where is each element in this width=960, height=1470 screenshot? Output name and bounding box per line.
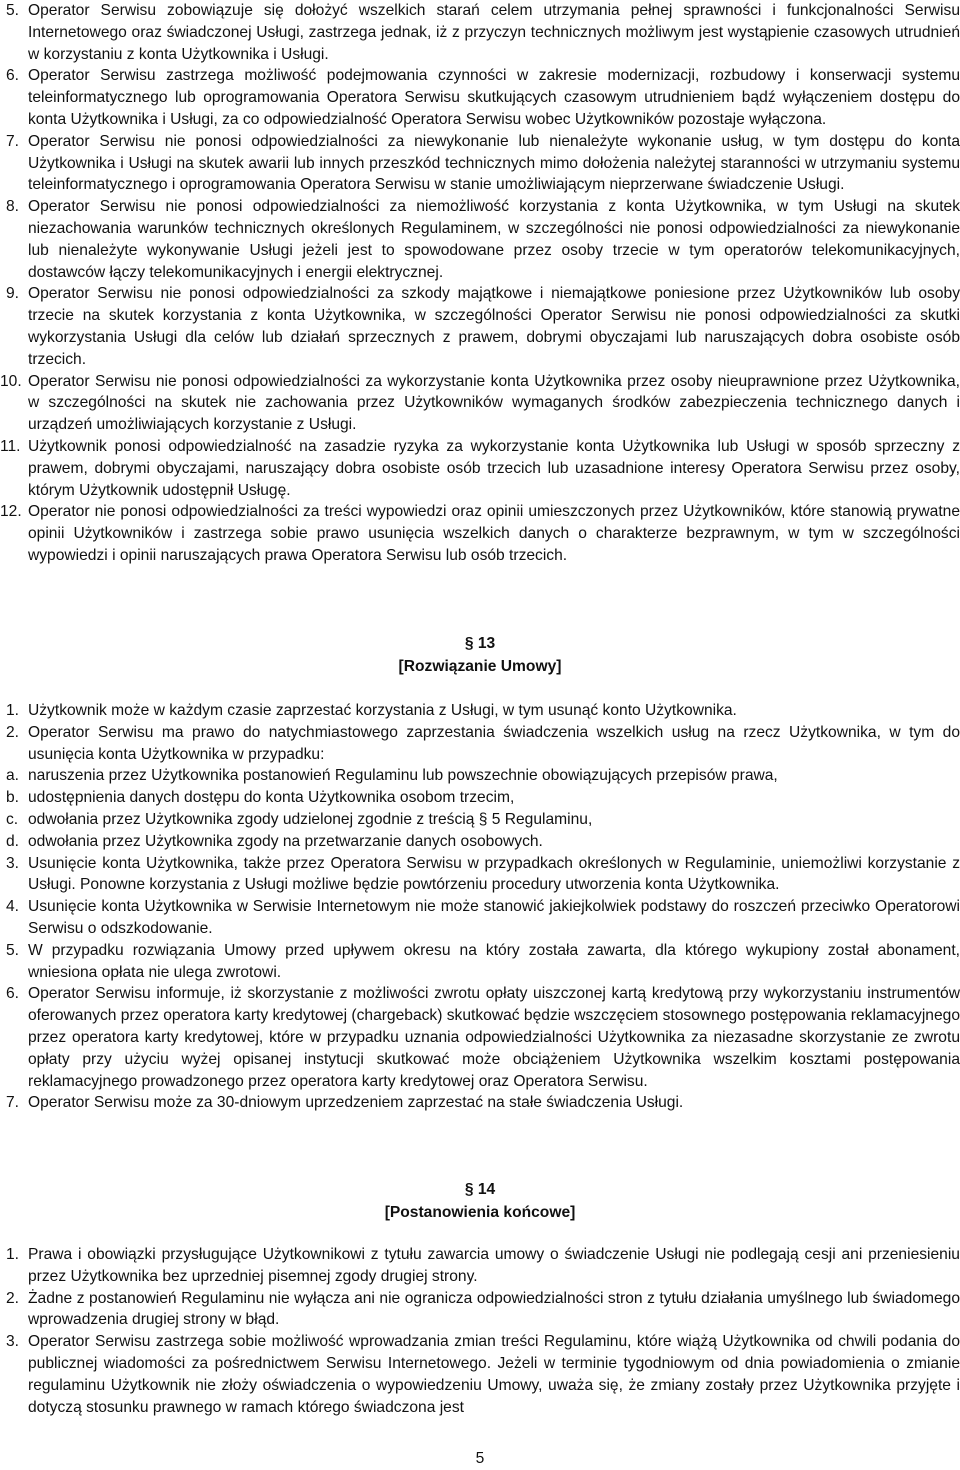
item-text: W przypadku rozwiązania Umowy przed upływem okresu na który została zawarta, dla którego wykupiony został abonament, wniesiona opłata nie ulega zwrotowi.: [28, 941, 960, 981]
sub-item-c: [0, 809, 960, 831]
sub-item-b: [0, 787, 960, 809]
item-text: Operator Serwisu nie ponosi odpowiedzialności za wykorzystanie konta Użytkownika przez osoby nieuprawnione przez Użytkownika, w szczególności na skutek nie zachowania przez Użytkowników wymaganych środków zabezpieczenia technicznego danych i urządzeń umożliwiających korzystanie z Usługi.: [28, 372, 960, 434]
sub-item-text: odwołania przez Użytkownika zgody na przetwarzanie danych osobowych.: [28, 832, 543, 850]
sub-item-a: [0, 765, 960, 787]
item-text: Operator Serwisu zastrzega sobie możliwość wprowadzania zmian treści Regulaminu, które wiążą Użytkownika od chwili podania do publicznej wiadomości za pośrednictwem Serwisu Internetowego. Jeżeli w terminie tygodniowym od dnia powiadomienia o zmianie regulaminu Użytkownik nie złoży oświadczenia o wypowiedzeniu Umowy, uważa się, że zmiany zostały przez Użytkownika przyjęte i dotyczą stosunku prawnego w ramach którego świadczona jest: [28, 1333, 960, 1416]
sub-item-letter: a.: [6, 767, 20, 785]
item-text: Operator Serwisu informuje, iż skorzystanie z możliwości zwrotu opłaty uiszczonej kartą kredytową przy wykorzystaniu instrumentów oferowanych przez operatora karty kredytowej (chargeback) skutkować będzie wszczęciem stosownego postępowania reklamacyjnego przez operatora karty kredytowej, które w przypadku uznania odpowiedzialności Użytkownika za niezasadne skorzystanie ze zwrotu opłaty przy użyciu wyżej opisanej instytucji skutkować może obciążeniem Użytkownika wszelkim kosztami postępowania reklamacyjnego prowadzonego przez operatora karty kredytowej oraz Operatora Serwisu.: [28, 985, 960, 1090]
section-symbol: § 14: [464, 1181, 496, 1198]
item-number: 2.: [6, 1289, 20, 1307]
item-number: 6.: [6, 985, 20, 1003]
item-text: Użytkownik może w każdym czasie zaprzestać korzystania z Usługi, w tym usunąć konto Użytkownika.: [28, 702, 737, 719]
item-number: 5.: [6, 2, 20, 19]
section-title: [Rozwiązanie Umowy]: [398, 658, 562, 675]
item-number: 7.: [6, 132, 20, 150]
section-13-list: [0, 700, 960, 1114]
section-title: [Postanowienia końcowe]: [384, 1204, 576, 1221]
list-item-7: [0, 131, 960, 196]
section-14-list: [0, 1244, 960, 1418]
item-text: Żadne z postanowień Regulaminu nie wyłącza ani nie ogranicza odpowiedzialności stron z tytułu działania umyślnego lub świadomego wprowadzenia drugiej strony w błąd.: [28, 1289, 960, 1329]
list-item-5: [0, 940, 960, 984]
list-item-1: [0, 700, 960, 722]
list-item-6: [0, 65, 960, 130]
item-number: 7.: [6, 1094, 20, 1112]
item-text: Operator nie ponosi odpowiedzialności za treści wypowiedzi oraz opinii umieszczonych przez Użytkowników, które stanowią prywatne opinii Użytkowników i zastrzega sobie prawo usunięcia wszelkich danych o charakterze bezprawnym, w tym w szczególności wypowiedzi i opinii naruszających prawa Operatora Serwisu lub osób trzecich.: [28, 503, 960, 564]
list-item-5: [0, 0, 960, 65]
section-13-heading: [0, 632, 960, 678]
section-14-heading: [0, 1178, 960, 1224]
item-number: 3.: [6, 1333, 20, 1351]
list-item-6: [0, 983, 960, 1092]
list-item-11: [0, 436, 960, 501]
sub-item-text: udostępnienia danych dostępu do konta Użytkownika osobom trzecim,: [28, 789, 515, 807]
item-number: 3.: [6, 854, 20, 872]
list-item-12: [0, 501, 960, 566]
item-number: 2.: [6, 723, 20, 741]
item-text: Operator Serwisu zobowiązuje się dołożyć wszelkich starań celem utrzymania pełnej sprawności i funkcjonalności Serwisu Internetowego oraz świadczonej Usługi, zastrzega jednak, iż z przyczyn technicznych możliwym jest wystąpienie czasowych utrudnień w korzystaniu z konta Użytkownika i Usługi.: [28, 2, 960, 63]
sub-item-d: [0, 831, 960, 853]
item-number: 8.: [6, 198, 20, 216]
list-item-1: [0, 1244, 960, 1288]
page-number: 5: [475, 1450, 485, 1467]
item-text: Użytkownik ponosi odpowiedzialność na zasadzie ryzyka za wykorzystanie konta Użytkownika lub Usługi w sposób sprzeczny z prawem, dobrymi obyczajami, naruszający dobra osobiste osób trzecich lub uzasadnione interesy Operatora Serwisu przez osoby, którym Użytkownik udostępnił Usługę.: [28, 437, 960, 499]
list-item-2: [0, 1288, 960, 1332]
item-number: 5.: [6, 941, 20, 959]
item-number: 9.: [6, 285, 20, 303]
item-text: Prawa i obowiązki przysługujące Użytkownikowi z tytułu zawarcia umowy o świadczenie Usługi nie podlegają cesji ani przeniesieniu przez Użytkownika bez uprzedniej pisemnej zgody drugiej strony.: [28, 1246, 960, 1285]
item-text: Operator Serwisu nie ponosi odpowiedzialności za szkody majątkowe i niemajątkowe poniesione przez Użytkowników lub osoby trzecie na skutek korzystania z konta Użytkownika, w szczególności Operator Serwisu nie ponosi odpowiedzialności za skutki wykorzystania Usługi dla celów lub działań sprzecznych z prawem, dobrymi obyczajami lub naruszających dobra osobiste osób trzecich.: [28, 285, 960, 368]
sub-item-letter: b.: [6, 789, 20, 807]
item-text: Usunięcie konta Użytkownika w Serwisie Internetowym nie może stanowić jakiejkolwiek podstawy do roszczeń przeciwko Operatorowi Serwisu o odszkodowanie.: [28, 898, 960, 937]
item-text: Operator Serwisu ma prawo do natychmiastowego zaprzestania świadczenia wszelkich usług na rzecz Użytkownika, w tym do usunięcia konta Użytkownika w przypadku:: [28, 723, 960, 763]
item-text: Usunięcie konta Użytkownika, także przez Operatora Serwisu w przypadkach określonych w Regulaminie, uniemożliwi korzystanie z Usługi. Ponowne korzystania z Usługi możliwe będzie powtórzeniu procedury utworzenia konta Użytkownika.: [28, 854, 960, 894]
list-item-9: [0, 283, 960, 370]
item-text: Operator Serwisu nie ponosi odpowiedzialności za niemożliwość korzystania z konta Użytkownika, w tym Usługi na skutek niezachowania warunków technicznych określonych Regulaminem, w szczególności nie ponosi odpowiedzialności za niewykonanie lub nienależyte wykonywanie Usługi jeżeli jest to spowodowane przez osoby trzecie w tym operatorów telekomunikacyjnych, dostawców łączy telekomunikacyjnych i energii elektrycznej.: [28, 198, 960, 281]
top-list: [0, 0, 960, 567]
list-item-3: [0, 853, 960, 897]
item-number: 4.: [6, 898, 20, 916]
list-item-8: [0, 196, 960, 283]
sub-item-letter: d.: [6, 832, 20, 850]
list-item-2: [0, 722, 960, 766]
item-number: 1.: [6, 702, 20, 719]
sub-item-text: odwołania przez Użytkownika zgody udzielonej zgodnie z treścią § 5 Regulaminu,: [28, 810, 593, 828]
item-number: 6.: [6, 67, 20, 85]
item-text: Operator Serwisu może za 30-dniowym uprzedzeniem zaprzestać na stałe świadczenia Usługi.: [28, 1094, 684, 1112]
list-item-3: [0, 1331, 960, 1418]
item-number: 11.: [0, 437, 21, 455]
list-item-7: [0, 1092, 960, 1114]
section-symbol: § 13: [464, 635, 496, 652]
sub-item-text: naruszenia przez Użytkownika postanowień Regulaminu lub powszechnie obowiązujących przepisów prawa,: [28, 767, 778, 785]
item-number: 1.: [6, 1246, 20, 1263]
item-number: 12.: [0, 503, 22, 521]
list-item-10: [0, 371, 960, 436]
sub-item-letter: c.: [6, 810, 19, 828]
item-text: Operator Serwisu zastrzega możliwość podejmowania czynności w zakresie modernizacji, rozbudowy i konserwacji systemu teleinformatycznego lub oprogramowania Operatora Serwisu skutkujących czasowym utrudnieniem bądź wyłączeniem dostępu do konta Użytkownika i Usługi, za co odpowiedzialność Operatora Serwisu wobec Użytkowników pozostaje wyłączona.: [28, 67, 960, 128]
item-text: Operator Serwisu nie ponosi odpowiedzialności za niewykonanie lub nienależyte wykonanie usług, w tym dostępu do konta Użytkownika i Usługi na skutek awarii lub innych przeszkód technicznych mimo dołożenia należytej staranności w utrzymaniu systemu teleinformatycznego i oprogramowania Operatora Serwisu w stanie umożliwiającym nieprzerwane świadczenie Usługi.: [28, 132, 960, 194]
item-number: 10.: [0, 372, 22, 390]
list-item-4: [0, 896, 960, 940]
